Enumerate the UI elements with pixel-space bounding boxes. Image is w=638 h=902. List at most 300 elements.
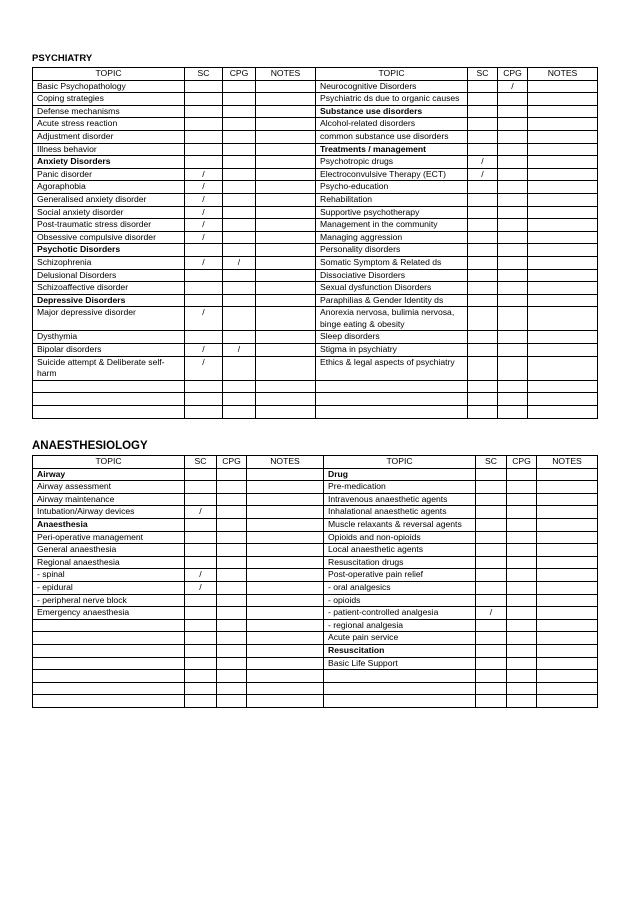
cpg-mark-cell [223,294,256,307]
topic-cell: Post-operative pain relief [324,569,476,582]
notes-cell [256,206,316,219]
notes-cell [247,607,324,620]
notes-cell [256,344,316,357]
sc-mark-cell [185,657,217,670]
table-row [33,569,598,582]
topic-cell: Electroconvulsive Therapy (ECT) [316,168,468,181]
sc-mark-cell [468,206,498,219]
sc-mark-cell [468,269,498,282]
notes-cell [247,644,324,657]
cpg-mark-cell [507,493,537,506]
cpg-mark-cell [217,518,247,531]
table-row [33,682,598,695]
topic-cell: - patient-controlled analgesia [324,607,476,620]
topic-cell: Schizoaffective disorder [33,282,185,295]
sc-mark-cell: / [185,506,217,519]
sc-mark-cell [185,118,223,131]
cpg-mark-cell [223,118,256,131]
table-row [33,93,598,106]
sc-mark-cell: / [185,219,223,232]
sc-mark-cell [185,282,223,295]
notes-cell [256,93,316,106]
table-row [33,307,598,331]
notes-cell [256,356,316,380]
topic-cell: Generalised anxiety disorder [33,193,185,206]
table-row [33,581,598,594]
cpg-mark-cell [498,393,528,406]
cpg-mark-cell [217,594,247,607]
cpg-mark-cell [223,380,256,393]
sc-mark-cell [468,380,498,393]
topic-cell [33,695,185,708]
sc-mark-cell [468,344,498,357]
cpg-mark-cell [217,481,247,494]
cpg-mark-cell [507,518,537,531]
topic-cell [316,406,468,419]
topic-cell: Illness behavior [33,143,185,156]
table-row [33,632,598,645]
notes-cell [528,307,598,331]
topic-cell: Paraphilias & Gender Identity ds [316,294,468,307]
topic-cell: Supportive psychotherapy [316,206,468,219]
sc-mark-cell: / [185,344,223,357]
notes-cell [247,670,324,683]
topic-cell: Sexual dysfunction Disorders [316,282,468,295]
sc-mark-cell [185,695,217,708]
sc-mark-cell [185,130,223,143]
cpg-mark-cell [223,105,256,118]
notes-cell [256,256,316,269]
table-row [33,644,598,657]
psychiatry-header-row [33,68,598,81]
sc-mark-cell: / [468,156,498,169]
table-row [33,130,598,143]
topic-cell: Anorexia nervosa, bulimia nervosa, binge eating & obesity [316,307,468,331]
notes-cell [528,231,598,244]
topic-cell: Ethics & legal aspects of psychiatry [316,356,468,380]
table-row [33,380,598,393]
notes-cell [528,294,598,307]
sc-mark-cell [468,356,498,380]
sc-mark-cell [468,80,498,93]
sc-mark-cell [476,506,507,519]
sc-mark-cell: / [185,356,223,380]
notes-cell [247,594,324,607]
sc-mark-cell: / [185,193,223,206]
cpg-mark-cell [498,219,528,232]
cpg-mark-cell [498,193,528,206]
topic-cell: - spinal [33,569,185,582]
topic-cell: - epidural [33,581,185,594]
cpg-mark-cell [498,244,528,257]
topic-cell: Defense mechanisms [33,105,185,118]
notes-cell [256,143,316,156]
cpg-mark-cell [217,531,247,544]
notes-cell [537,468,598,481]
sc-mark-cell [185,670,217,683]
notes-cell [256,181,316,194]
cpg-mark-cell [217,581,247,594]
notes-cell [528,130,598,143]
cpg-mark-cell [223,269,256,282]
notes-cell [247,619,324,632]
topic-cell [33,393,185,406]
topic-cell: Neurocognitive Disorders [316,80,468,93]
sc-mark-cell [476,657,507,670]
cpg-mark-cell: / [223,256,256,269]
sc-mark-cell [476,531,507,544]
sc-mark-cell [476,682,507,695]
table-row [33,657,598,670]
notes-cell [537,581,598,594]
sc-mark-cell [185,619,217,632]
cpg-mark-cell [507,544,537,557]
cpg-mark-cell [498,181,528,194]
topic-cell: Post-traumatic stress disorder [33,219,185,232]
notes-cell [256,130,316,143]
notes-cell [247,481,324,494]
cpg-mark-cell [498,256,528,269]
sc-mark-cell [185,269,223,282]
topic-cell: Rehabilitation [316,193,468,206]
notes-cell [537,518,598,531]
notes-cell [528,105,598,118]
cpg-mark-cell [498,143,528,156]
sc-mark-cell [468,231,498,244]
table-row [33,105,598,118]
topic-cell [316,380,468,393]
cpg-mark-cell [507,632,537,645]
sc-mark-cell [468,256,498,269]
topic-cell [324,695,476,708]
notes-cell [537,607,598,620]
sc-mark-cell [185,393,223,406]
notes-cell [256,282,316,295]
cpg-mark-cell [223,143,256,156]
topic-cell: Peri-operative management [33,531,185,544]
cpg-mark-cell [498,93,528,106]
cpg-mark-cell [223,156,256,169]
sc-mark-cell [468,143,498,156]
topic-cell: Personality disorders [316,244,468,257]
sc-mark-cell [185,644,217,657]
sc-mark-cell: / [185,206,223,219]
topic-cell [33,682,185,695]
cpg-mark-cell [498,156,528,169]
table-row [33,481,598,494]
table-row [33,356,598,380]
notes-cell [256,231,316,244]
header-sc: SC [468,68,498,81]
topic-cell: Basic Life Support [324,657,476,670]
topic-cell [33,670,185,683]
notes-cell [537,481,598,494]
table-row [33,256,598,269]
notes-cell [537,544,598,557]
notes-cell [256,380,316,393]
notes-cell [256,118,316,131]
notes-cell [256,244,316,257]
topic-cell: Adjustment disorder [33,130,185,143]
cpg-mark-cell [223,356,256,380]
table-row [33,531,598,544]
notes-cell [528,282,598,295]
notes-cell [528,356,598,380]
cpg-mark-cell [217,657,247,670]
cpg-mark-cell [507,682,537,695]
cpg-mark-cell [223,231,256,244]
notes-cell [537,531,598,544]
sc-mark-cell [185,468,217,481]
cpg-mark-cell [223,282,256,295]
topic-cell [33,406,185,419]
cpg-mark-cell [223,181,256,194]
notes-cell [528,344,598,357]
notes-cell [528,80,598,93]
table-row [33,206,598,219]
sc-mark-cell [185,380,223,393]
header-topic: TOPIC [33,456,185,469]
notes-cell [537,682,598,695]
table-row [33,231,598,244]
topic-cell: Major depressive disorder [33,307,185,331]
topic-cell: Airway assessment [33,481,185,494]
notes-cell [537,619,598,632]
anaesthesiology-section [32,440,597,708]
cpg-mark-cell [507,657,537,670]
anaesthesiology-title: ANAESTHESIOLOGY [32,440,148,452]
notes-cell [256,193,316,206]
sc-mark-cell [468,294,498,307]
header-sc: SC [185,456,217,469]
cpg-mark-cell [223,393,256,406]
table-row [33,181,598,194]
table-row [33,619,598,632]
topic-cell: Resuscitation drugs [324,556,476,569]
sc-mark-cell: / [185,569,217,582]
notes-cell [256,406,316,419]
cpg-mark-cell [507,670,537,683]
header-notes: NOTES [247,456,324,469]
table-row [33,506,598,519]
header-notes: NOTES [528,68,598,81]
sc-mark-cell [468,181,498,194]
topic-cell: General anaesthesia [33,544,185,557]
notes-cell [247,695,324,708]
table-row [33,607,598,620]
cpg-mark-cell [217,468,247,481]
table-row [33,493,598,506]
cpg-mark-cell [498,206,528,219]
cpg-mark-cell [507,695,537,708]
cpg-mark-cell [223,93,256,106]
cpg-mark-cell [498,130,528,143]
sc-mark-cell [468,193,498,206]
notes-cell [528,331,598,344]
cpg-mark-cell [498,282,528,295]
topic-cell: Acute pain service [324,632,476,645]
notes-cell [256,168,316,181]
topic-cell: Somatic Symptom & Related ds [316,256,468,269]
sc-mark-cell [185,406,223,419]
table-row [33,468,598,481]
sc-mark-cell [185,531,217,544]
topic-cell: Basic Psychopathology [33,80,185,93]
header-sc: SC [185,68,223,81]
topic-cell: Coping strategies [33,93,185,106]
notes-cell [528,156,598,169]
topic-cell [324,682,476,695]
sc-mark-cell [468,282,498,295]
notes-cell [256,269,316,282]
cpg-mark-cell [507,506,537,519]
cpg-mark-cell [217,556,247,569]
cpg-mark-cell [223,219,256,232]
topic-cell: Agoraphobia [33,181,185,194]
cpg-mark-cell [507,556,537,569]
notes-cell [528,256,598,269]
cpg-mark-cell [217,682,247,695]
sc-mark-cell [476,556,507,569]
table-row [33,143,598,156]
sc-mark-cell [185,105,223,118]
cpg-mark-cell [217,632,247,645]
topic-cell: Dissociative Disorders [316,269,468,282]
cpg-mark-cell [507,644,537,657]
notes-cell [528,181,598,194]
notes-cell [247,682,324,695]
notes-cell [528,380,598,393]
topic-cell: Schizophrenia [33,256,185,269]
header-topic: TOPIC [316,68,468,81]
notes-cell [537,556,598,569]
sc-mark-cell [476,670,507,683]
notes-cell [528,219,598,232]
cpg-mark-cell [507,468,537,481]
sc-mark-cell [185,331,223,344]
topic-cell: Local anaesthetic agents [324,544,476,557]
sc-mark-cell [468,105,498,118]
sc-mark-cell: / [185,231,223,244]
table-row [33,331,598,344]
notes-cell [528,143,598,156]
sc-mark-cell [185,594,217,607]
sc-mark-cell [468,406,498,419]
table-row [33,193,598,206]
header-topic: TOPIC [33,68,185,81]
notes-cell [247,581,324,594]
notes-cell [537,657,598,670]
header-cpg: CPG [217,456,247,469]
cpg-mark-cell [217,670,247,683]
notes-cell [537,506,598,519]
cpg-mark-cell [223,193,256,206]
topic-cell: Anaesthesia [33,518,185,531]
notes-cell [256,331,316,344]
sc-mark-cell [185,481,217,494]
notes-cell [528,168,598,181]
sc-mark-cell: / [185,181,223,194]
cpg-mark-cell [217,695,247,708]
table-row [33,219,598,232]
cpg-mark-cell [498,344,528,357]
topic-cell: Delusional Disorders [33,269,185,282]
topic-cell: Depressive Disorders [33,294,185,307]
sc-mark-cell: / [468,168,498,181]
notes-cell [528,93,598,106]
notes-cell [537,594,598,607]
psychiatry-table [32,67,598,419]
notes-cell [528,269,598,282]
topic-cell: Muscle relaxants & reversal agents [324,518,476,531]
notes-cell [256,105,316,118]
cpg-mark-cell [217,493,247,506]
notes-cell [256,393,316,406]
sc-mark-cell: / [185,168,223,181]
header-cpg: CPG [498,68,528,81]
header-cpg: CPG [507,456,537,469]
cpg-mark-cell [507,531,537,544]
sc-mark-cell [185,632,217,645]
topic-cell: - oral analgesics [324,581,476,594]
table-row [33,670,598,683]
notes-cell [256,156,316,169]
sc-mark-cell [476,544,507,557]
topic-cell: - peripheral nerve block [33,594,185,607]
table-row [33,118,598,131]
topic-cell: Pre-medication [324,481,476,494]
notes-cell [247,569,324,582]
cpg-mark-cell [217,569,247,582]
header-cpg: CPG [223,68,256,81]
notes-cell [247,531,324,544]
cpg-mark-cell [223,307,256,331]
table-row [33,80,598,93]
table-row [33,695,598,708]
topic-cell: Acute stress reaction [33,118,185,131]
table-row [33,282,598,295]
topic-cell [33,644,185,657]
topic-cell: Sleep disorders [316,331,468,344]
cpg-mark-cell [498,380,528,393]
cpg-mark-cell [507,569,537,582]
notes-cell [528,244,598,257]
table-row [33,244,598,257]
table-row [33,269,598,282]
psychiatry-table-body [33,80,598,418]
cpg-mark-cell [223,130,256,143]
cpg-mark-cell [223,244,256,257]
topic-cell: Airway [33,468,185,481]
header-sc: SC [476,456,507,469]
sc-mark-cell [468,331,498,344]
sc-mark-cell [476,581,507,594]
notes-cell [256,80,316,93]
topic-cell [33,657,185,670]
sc-mark-cell [185,80,223,93]
table-row [33,594,598,607]
notes-cell [528,406,598,419]
sc-mark-cell: / [185,256,223,269]
sc-mark-cell [468,118,498,131]
cpg-mark-cell [498,356,528,380]
sc-mark-cell: / [185,581,217,594]
topic-cell [33,619,185,632]
notes-cell [528,118,598,131]
sc-mark-cell [468,130,498,143]
topic-cell: Bipolar disorders [33,344,185,357]
topic-cell: Psychotropic drugs [316,156,468,169]
